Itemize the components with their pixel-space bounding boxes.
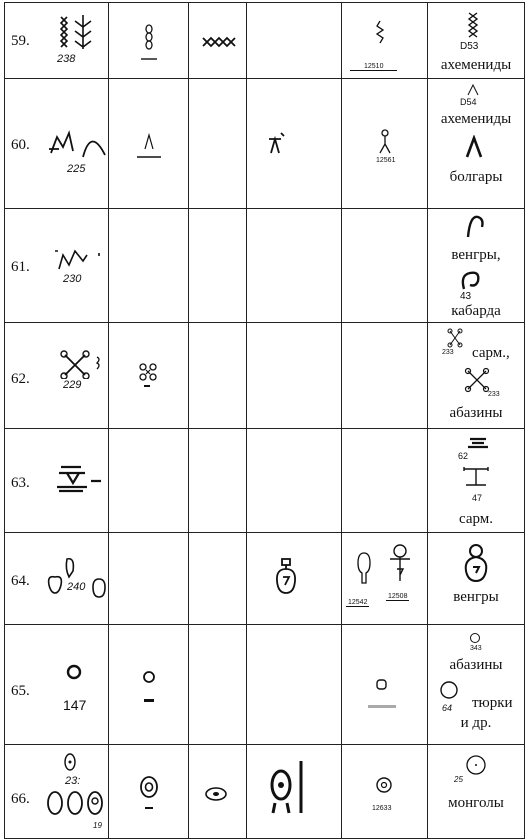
tamga-sign-icon	[63, 751, 77, 773]
caret-sign-icon	[466, 83, 480, 97]
people-label: и др.	[460, 715, 492, 731]
table-row	[5, 533, 525, 625]
row-number: 59.	[11, 33, 30, 49]
circle-sign-icon	[137, 773, 161, 813]
caret-sign-icon	[464, 135, 484, 159]
tamga-sign-icon	[466, 435, 490, 451]
cell-variant-c	[247, 209, 342, 323]
cell-number	[5, 3, 109, 79]
circle-sign-icon	[139, 669, 159, 705]
row-number: 65.	[11, 683, 30, 699]
people-label: венгры,	[451, 247, 501, 263]
cell-variant-b	[189, 209, 247, 323]
cross-sign-icon	[137, 361, 159, 391]
cell-number	[5, 429, 109, 533]
cell-variant-a	[109, 79, 189, 209]
sign-code: 43	[460, 291, 472, 302]
catalog-number: 23:	[65, 775, 81, 787]
tamga-sign-icon	[464, 211, 486, 241]
cell-analogy	[428, 323, 525, 429]
cell-variant-c	[247, 429, 342, 533]
tamga-sign-icon	[460, 465, 492, 489]
circle-sign-icon	[468, 631, 482, 645]
tamga-sign-icon	[376, 127, 394, 155]
signs-table	[4, 2, 525, 839]
people-label: сарм.,	[472, 345, 510, 361]
cell-variant-b	[189, 745, 247, 839]
tamga-sign-icon	[47, 125, 107, 165]
row-number: 64.	[11, 573, 30, 589]
tamga-sign-icon	[462, 543, 490, 583]
sign-code: 62	[458, 451, 469, 461]
circle-sign-icon	[464, 753, 488, 777]
tamga-sign-icon	[53, 11, 103, 51]
sign-code: 343	[470, 645, 482, 652]
cell-variant-d	[342, 3, 428, 79]
reference-number: 12510	[350, 63, 397, 71]
reference-number: 12508	[388, 593, 408, 600]
people-label: абазины	[449, 405, 503, 421]
sign-code: 233	[442, 349, 454, 356]
reference-number: 12561	[376, 157, 396, 164]
cell-variant-a	[109, 3, 189, 79]
cell-variant-a	[109, 429, 189, 533]
reference-number: 12633	[372, 805, 392, 812]
table-row	[5, 323, 525, 429]
cell-variant-a	[109, 209, 189, 323]
tamga-sign-icon	[45, 789, 107, 819]
cross-sign-icon	[464, 367, 490, 393]
tamga-sign-icon	[51, 463, 107, 495]
cell-variant-c	[247, 79, 342, 209]
cell-number	[5, 625, 109, 745]
cell-variant-b	[189, 323, 247, 429]
cell-analogy	[428, 429, 525, 533]
people-label: ахемениды	[440, 57, 512, 73]
cell-number	[5, 533, 109, 625]
cell-variant-a	[109, 323, 189, 429]
cross-sign-icon	[59, 349, 103, 379]
table-row	[5, 625, 525, 745]
cell-analogy	[428, 209, 525, 323]
tamga-sign-icon	[51, 245, 105, 273]
people-label: тюрки	[472, 695, 513, 711]
people-label: абазины	[449, 657, 503, 673]
cell-analogy	[428, 3, 525, 79]
row-number: 66.	[11, 791, 30, 807]
cell-number	[5, 79, 109, 209]
cell-variant-c	[247, 3, 342, 79]
tamga-sign-icon	[269, 757, 311, 819]
row-number: 62.	[11, 371, 30, 387]
sign-code: 47	[472, 493, 483, 503]
cell-number	[5, 323, 109, 429]
catalog-number: 238	[57, 53, 76, 65]
cell-variant-d	[342, 209, 428, 323]
table-row	[5, 429, 525, 533]
circle-sign-icon	[203, 785, 229, 803]
cell-variant-a	[109, 625, 189, 745]
people-label: ахемениды	[440, 111, 512, 127]
cell-variant-d	[342, 323, 428, 429]
cell-variant-d	[342, 533, 428, 625]
cell-number	[5, 209, 109, 323]
smudged-label-icon	[368, 703, 398, 711]
cell-analogy	[428, 79, 525, 209]
people-label: кабарда	[451, 303, 501, 319]
cell-variant-d	[342, 79, 428, 209]
people-label: монголы	[448, 795, 504, 811]
sign-code: 25	[454, 775, 463, 784]
table-row	[5, 79, 525, 209]
circle-sign-icon	[65, 663, 83, 681]
cell-variant-c	[247, 745, 342, 839]
circle-sign-icon	[374, 775, 394, 795]
sign-code: 64	[442, 703, 453, 713]
catalog-number: 229	[63, 379, 82, 391]
cell-analogy	[428, 745, 525, 839]
tamga-sign-icon	[388, 543, 412, 585]
cell-variant-d	[342, 429, 428, 533]
cell-variant-b	[189, 3, 247, 79]
tamga-sign-icon	[273, 557, 299, 597]
table-row	[5, 3, 525, 79]
row-number: 63.	[11, 475, 30, 491]
catalog-number: 225	[67, 163, 86, 175]
cell-variant-d	[342, 625, 428, 745]
cross-sign-icon	[446, 327, 464, 349]
sign-code: D53	[460, 41, 479, 52]
tamga-sign-icon	[464, 11, 482, 41]
cell-variant-b	[189, 625, 247, 745]
catalog-number: 230	[63, 273, 82, 285]
catalog-number: 240	[67, 581, 86, 593]
cell-variant-c	[247, 533, 342, 625]
cell-variant-b	[189, 79, 247, 209]
people-label: венгры	[453, 589, 499, 605]
zigzag-sign-icon	[201, 35, 237, 49]
sign-code: 233	[488, 391, 500, 398]
cell-variant-b	[189, 533, 247, 625]
tamga-sign-icon	[267, 127, 287, 157]
tamga-sign-icon	[356, 551, 372, 587]
table-row	[5, 209, 525, 323]
reference-number: 12542	[348, 599, 368, 606]
cell-variant-d	[342, 745, 428, 839]
people-label: сарм.	[458, 511, 493, 527]
cell-variant-a	[109, 533, 189, 625]
tamga-sign-icon	[372, 19, 388, 53]
table-row	[5, 745, 525, 839]
cell-variant-c	[247, 625, 342, 745]
tamga-sign-icon	[458, 267, 484, 293]
cell-variant-b	[189, 429, 247, 533]
row-number: 61.	[11, 259, 30, 275]
cell-analogy	[428, 625, 525, 745]
circle-sign-icon	[374, 677, 390, 693]
catalog-number: 147	[63, 697, 87, 713]
caret-sign-icon	[137, 127, 161, 163]
cell-analogy	[428, 533, 525, 625]
circle-sign-icon	[438, 679, 460, 701]
catalog-subnumber: 19	[93, 821, 102, 830]
cell-variant-a	[109, 745, 189, 839]
sign-code: D54	[460, 97, 477, 107]
people-label: болгары	[449, 169, 503, 185]
tamga-sign-icon	[139, 21, 159, 63]
cell-variant-c	[247, 323, 342, 429]
row-number: 60.	[11, 137, 30, 153]
cell-number	[5, 745, 109, 839]
